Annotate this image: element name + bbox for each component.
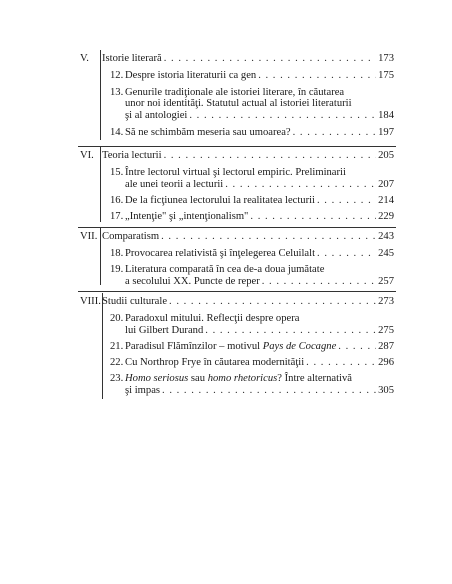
dot-leader: [161, 230, 376, 243]
dot-leader: [169, 295, 376, 308]
entry-title-continuation: şi impas: [125, 385, 161, 396]
toc-entry[interactable]: [80, 247, 394, 260]
dot-leader: [338, 340, 376, 353]
entry-title-continuation: a secolului XX. Puncte de reper: [125, 276, 260, 287]
toc-entry-last-line[interactable]: [80, 275, 394, 288]
section-heading-row[interactable]: [80, 295, 394, 308]
page-number: 305: [378, 385, 394, 396]
section-title: Studii culturale: [102, 296, 168, 307]
entry-title: „Intenţie" şi „intenţionalism": [125, 211, 249, 222]
toc-entry-last-line[interactable]: [80, 109, 394, 122]
page-number: 296: [378, 357, 394, 368]
entry-title: Paradoxul mitului. Reflecţii despre opera: [125, 313, 300, 324]
page-number: 229: [378, 211, 394, 222]
page-number: 257: [378, 276, 394, 287]
entry-title: Între lectorul virtual şi lectorul empiric. Preliminarii: [125, 167, 346, 178]
entry-number: 19.: [110, 264, 124, 275]
toc-entry[interactable]: [80, 126, 394, 139]
dot-leader: [293, 126, 376, 139]
toc-section-vii: [80, 230, 394, 287]
entry-title: Provocarea relativistă şi înţelegerea Celuilalt: [125, 248, 316, 259]
dot-leader: [317, 247, 376, 260]
entry-title: Literatura comparată în cea de-a doua jumătate: [125, 264, 325, 275]
entry-title: Cu Northrop Frye în căutarea modernităţii: [125, 357, 305, 368]
entry-number: 22.: [110, 357, 124, 368]
entry-title-continuation: şi al antologiei: [125, 110, 188, 121]
entry-number: 14.: [110, 127, 124, 138]
dot-leader: [164, 149, 377, 162]
toc-section-v: [80, 52, 394, 142]
entry-title: De la ficţiunea lectorului la realitatea lecturii: [125, 195, 315, 206]
section-heading-row[interactable]: [80, 230, 394, 243]
entry-title: Să ne schimbăm meseria sau umoarea?: [125, 127, 291, 138]
section-title: Teoria lecturii: [102, 150, 162, 161]
dot-leader: [306, 356, 376, 369]
page-number: 197: [378, 127, 394, 138]
toc-entry-last-line[interactable]: [80, 384, 394, 397]
page-number: 243: [378, 231, 394, 242]
entry-number: 18.: [110, 248, 124, 259]
toc-entry[interactable]: [80, 356, 394, 369]
entry-title: Paradisul Flămînzilor – motivul Pays de Cocagne: [125, 341, 337, 352]
section-divider: [78, 146, 396, 147]
page-number: 175: [378, 70, 394, 81]
entry-title: Genurile tradiţionale ale istoriei literare, în căutarea: [125, 87, 345, 98]
section-title: Comparatism: [102, 231, 160, 242]
entry-number: 23.: [110, 373, 124, 384]
entry-title-continuation: lui Gilbert Durand: [125, 325, 204, 336]
entry-number: 15.: [110, 167, 124, 178]
section-divider: [78, 227, 396, 228]
entry-number: 13.: [110, 87, 124, 98]
page-number: 275: [378, 325, 394, 336]
dot-leader: [262, 275, 376, 288]
dot-leader: [258, 69, 376, 82]
dot-leader: [189, 109, 376, 122]
page-number: 173: [378, 53, 394, 64]
dot-leader: [250, 210, 376, 223]
toc-section-vi: [80, 149, 394, 224]
section-title: Istorie literară: [102, 53, 162, 64]
section-numeral: VII.: [80, 231, 98, 242]
toc-section-viii: [80, 295, 394, 401]
toc-entry-last-line[interactable]: [80, 324, 394, 337]
page-number: 287: [378, 341, 394, 352]
page-number: 207: [378, 179, 394, 190]
entry-title-continuation: ale unei teorii a lecturii: [125, 179, 224, 190]
page-number: 273: [378, 296, 394, 307]
dot-leader: [317, 194, 376, 207]
entry-number: 16.: [110, 195, 124, 206]
page-number: 245: [378, 248, 394, 259]
section-numeral: VI.: [80, 150, 94, 161]
section-heading-row[interactable]: [80, 52, 394, 65]
entry-title: Homo seriosus sau homo rhetoricus? Între alternativă: [125, 373, 352, 384]
entry-number: 21.: [110, 341, 124, 352]
entry-title: Despre istoria literaturii ca gen: [125, 70, 257, 81]
dot-leader: [225, 178, 376, 191]
section-numeral: V.: [80, 53, 89, 64]
entry-number: 12.: [110, 70, 124, 81]
dot-leader: [164, 52, 376, 65]
entry-title-continuation: unor noi identităţi. Statutul actual al istoriei literaturii: [125, 98, 352, 109]
dot-leader: [205, 324, 376, 337]
page-number: 184: [378, 110, 394, 121]
section-numeral: VIII.: [80, 296, 101, 307]
toc-entry[interactable]: [80, 340, 394, 353]
entry-number: 20.: [110, 313, 124, 324]
section-heading-row[interactable]: [80, 149, 394, 162]
toc-entry[interactable]: [80, 69, 394, 82]
entry-number: 17.: [110, 211, 124, 222]
toc-entry[interactable]: [80, 194, 394, 207]
page-number: 205: [378, 150, 394, 161]
dot-leader: [162, 384, 376, 397]
toc-entry[interactable]: [80, 210, 394, 223]
page-number: 214: [378, 195, 394, 206]
section-divider: [78, 291, 396, 292]
toc-entry-last-line[interactable]: [80, 178, 394, 191]
